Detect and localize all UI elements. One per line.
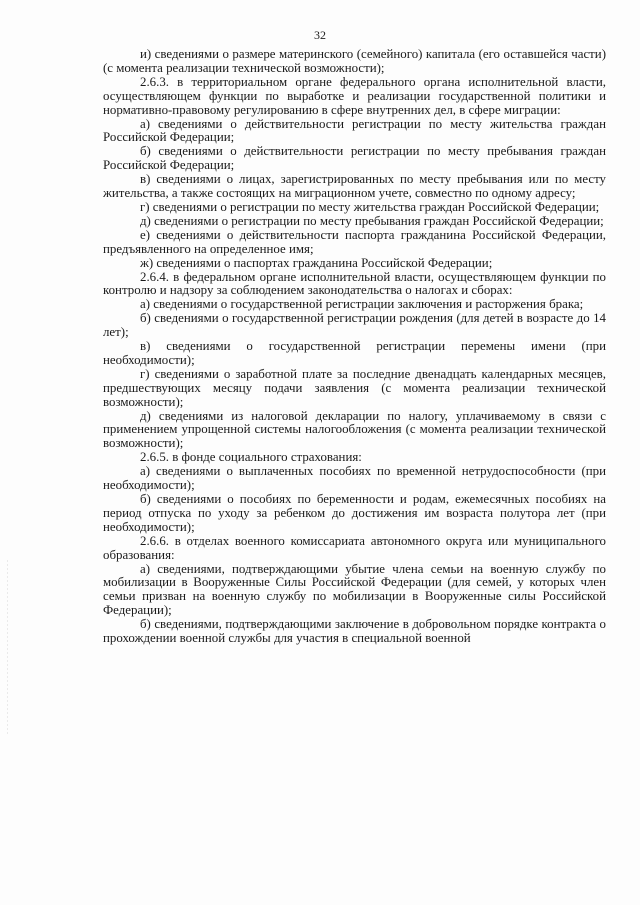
paragraph-2-6-3: 2.6.3. в территориальном органе федерального органа исполнительной власти, осуществляющем функции по выработке и реализации государственной политики и нормативно-правовому регулированию в сфере внутренних дел, в сфере миграции: [103,74,606,117]
paragraph-2-6-6-b: б) сведениями, подтверждающими заключение в добровольном порядке контракта о прохождении военной службы для участия в специальной военной [103,617,606,646]
paragraph-2-6-3-a: а) сведениями о действительности регистрации по месту жительства граждан Российской Федерации; [103,116,606,145]
paragraph-2-6-4-b: б) сведениями о государственной регистрации рождения (для детей в возрасте до 14 лет); [103,311,606,340]
paragraph-2-6-5: 2.6.5. в фонде социального страхования: [140,450,362,465]
paragraph-2-6-3-zh: ж) сведениями о паспортах гражданина Российской Федерации; [140,255,493,270]
paragraph-2-6-4-a: а) сведениями о государственной регистрации заключения и расторжения брака; [140,297,584,312]
page-number: 32 [314,28,326,42]
paragraph-2-6-3-d: д) сведениями о регистрации по месту пребывания граждан Российской Федерации; [140,213,604,228]
paragraph-2-6-5-a: а) сведениями о выплаченных пособиях по временной нетрудоспособности (при необходимости); [103,464,606,493]
paragraph-2-6-4: 2.6.4. в федеральном органе исполнительной власти, осуществляющем функции по контролю и надзору за соблюдением законодательства о налогах и сборах: [103,269,606,298]
paragraph-2-6-3-g: г) сведениями о регистрации по месту жительства граждан Российской Федерации; [140,199,600,214]
paragraph-2-6-3-e: е) сведениями о действительности паспорта гражданина Российской Федерации, предъявленного на определенное имя; [103,227,606,256]
paragraph-i-maternity-capital: и) сведениями о размере материнского (семейного) капитала (его оставшейся части) (с момента реализации технической возможности); [103,47,606,75]
paragraph-2-6-3-b: б) сведениями о действительности регистрации по месту пребывания граждан Российской Федерации; [103,144,606,173]
paragraph-2-6-4-g: г) сведениями о заработной плате за последние двенадцать календарных месяцев, предшествующих месяцу подачи заявления (с момента реализации технической возможности); [103,366,606,409]
paragraph-2-6-6: 2.6.6. в отделах военного комиссариата автономного округа или муниципального образования: [103,533,606,562]
paragraph-2-6-4-d: д) сведениями из налоговой декларации по налогу, уплачиваемому в связи с применением упрощенной системы налогообложения (с момента реализации технической возможности); [103,408,606,451]
paragraph-2-6-4-v: в) сведениями о государственной регистрации перемены имени (при необходимости); [103,339,606,367]
scan-margin-artifact [7,560,8,735]
paragraph-2-6-3-v: в) сведениями о лицах, зарегистрированных по месту пребывания или по месту жительства, а также состоящих на миграционном учете, совместно по одному адресу; [103,172,606,201]
paragraph-2-6-6-a: а) сведениями, подтверждающими убытие члена семьи на военную службу по мобилизации в Вооруженные Силы Российской Федерации (для семей, у которых член семьи призван на военную службу по мобилизации в Вооруженные силы Российской Федерации); [103,561,606,618]
paragraph-2-6-5-b: б) сведениями о пособиях по беременности и родам, ежемесячных пособиях на период отпуска по уходу за ребенком до достижения им возраста полутора лет (при необходимости); [103,492,606,534]
document-body [103,48,606,646]
